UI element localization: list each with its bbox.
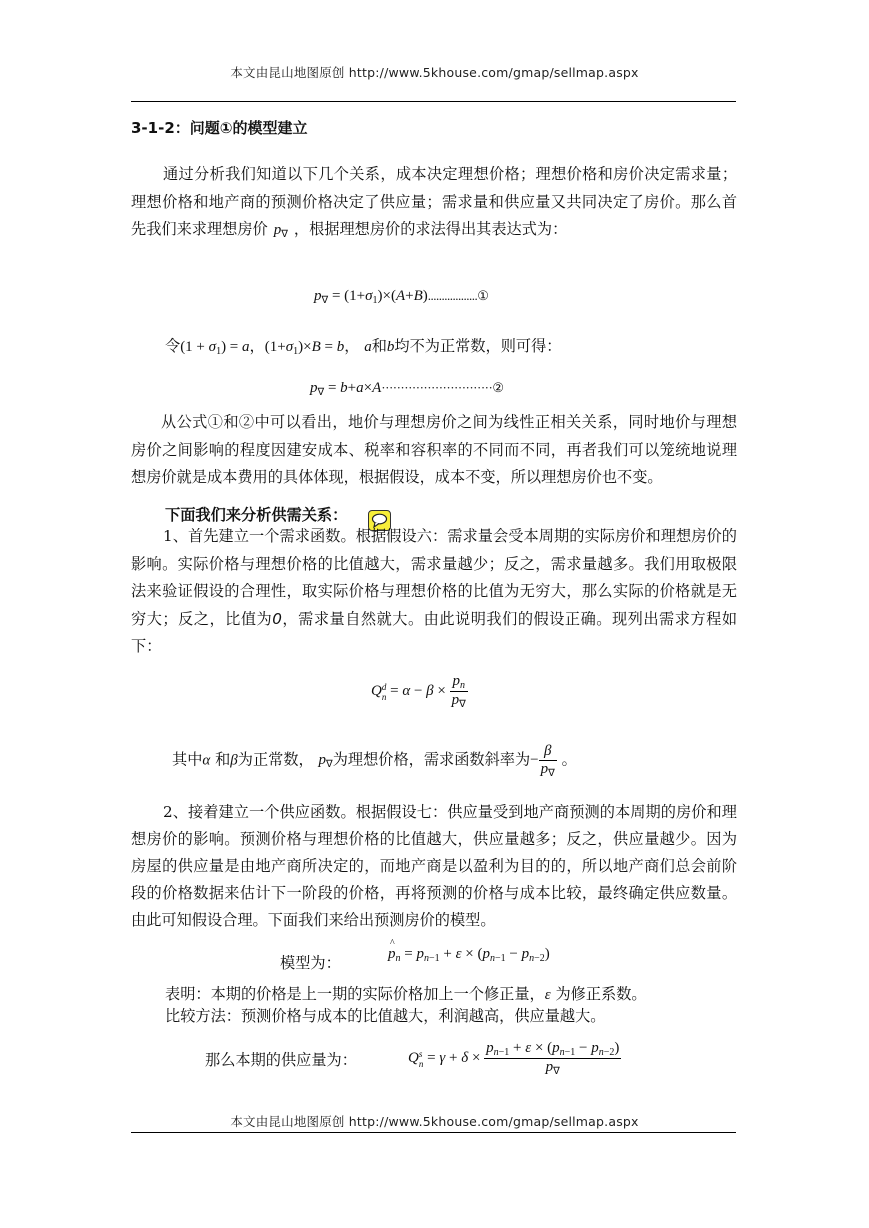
comparison-method: 比较方法：预测价格与成本的比值越大，利润越高，供应量越大。 [165, 1007, 606, 1025]
page-footer: 本文由昆山地图原创 http://www.5khouse.com/gmap/sellmap.aspx [230, 1114, 639, 1129]
supply-equation: Q s n = γ + δ × $\frac{p_{n-1} + \varepsilon \times (p_{n-1} - p_{n-2})}{p_\nabla}$ [408, 1040, 620, 1077]
demand-equation: Q d n = α − β × $\frac{p_n}{p_\nabla}$ [371, 673, 466, 710]
model-label: 模型为： [280, 954, 341, 972]
supply-demand-heading: 下面我们来分析供需关系： [165, 506, 348, 524]
demand-paragraph: 1、首先建立一个需求函数。根据假设六：需求量会受本周期的实际房价和理想房价的影响。实际价格与理想价格的比值越大，需求量越少；反之，需求量越多。我们用取极限法来验证假设的合理性，取实际价格与理想价格的比值为无穷大，那么实际的价格就是无穷大；反之，比值为0，需求量自然就大。由此说明我们的假设正确。现列出需求方程如下： [131, 527, 738, 655]
forecast-explanation: 表明：本期的价格是上一期的实际价格加上一个修正量，ε 为修正系数。 [165, 985, 647, 1003]
header-rule [131, 101, 736, 102]
equation-1: $p_\nabla$ = $(1+\sigma_1)\times(A+B)..................①$ [314, 288, 489, 306]
equation-2: $p_\nabla$ = b+a×A·····························② [310, 380, 504, 398]
definition-line: 令$(1 + \sigma_1) = a$，$(1+\sigma_1)\times B = b$， a和b均不为正常数，则可得： [165, 337, 562, 357]
footer-rule [131, 1132, 736, 1133]
intro-paragraph: 通过分析我们知道以下几个关系，成本决定理想价格；理想价格和房价决定需求量；理想价格和地产商的预测价格决定了供应量；需求量和供应量又共同决定了房价。那么首先我们来求理想房价 $p_\nabla$ ，根据理想房价的求法得出其表达式为： [131, 165, 737, 240]
demand-explanation: 其中α 和β为正常数， $p_\nabla$为理想价格，需求函数斜率为− $\frac{\beta}{p_\nabla}$ 。 [172, 743, 577, 779]
supply-label: 那么本期的供应量为： [205, 1051, 357, 1069]
supply-paragraph: 2、接着建立一个供应函数。根据假设七：供应量受到地产商预测的本周期的房价和理想房价的影响。预测价格与理想价格的比值越大，供应量越多；反之，供应量越少。因为房屋的供应量是由地产商所决定的，而地产商是以盈利为目的的，所以地产商们总会前阶段的价格数据来估计下一阶段的价格，再将预测的价格与成本比较，最终确定供应数量。由此可知假设合理。下面我们来给出预测房价的模型。 [131, 803, 737, 929]
section-title: 3-1-2：问题①的模型建立 [131, 119, 308, 137]
page-header: 本文由昆山地图原创 http://www.5khouse.com/gmap/sellmap.aspx [230, 65, 639, 80]
forecast-equation: ^ $p_n = p_{n-1} + \varepsilon \times (p_{n-1} - p_{n-2})$ [388, 938, 550, 964]
analysis-paragraph: 从公式①和②中可以看出，地价与理想房价之间为线性正相关关系，同时地价与理想房价之间影响的程度因建安成本、税率和容积率的不同而不同，再者我们可以笼统地说理想房价就是成本费用的具体体现，根据假设，成本不变，所以理想房价也不变。 [131, 413, 737, 486]
